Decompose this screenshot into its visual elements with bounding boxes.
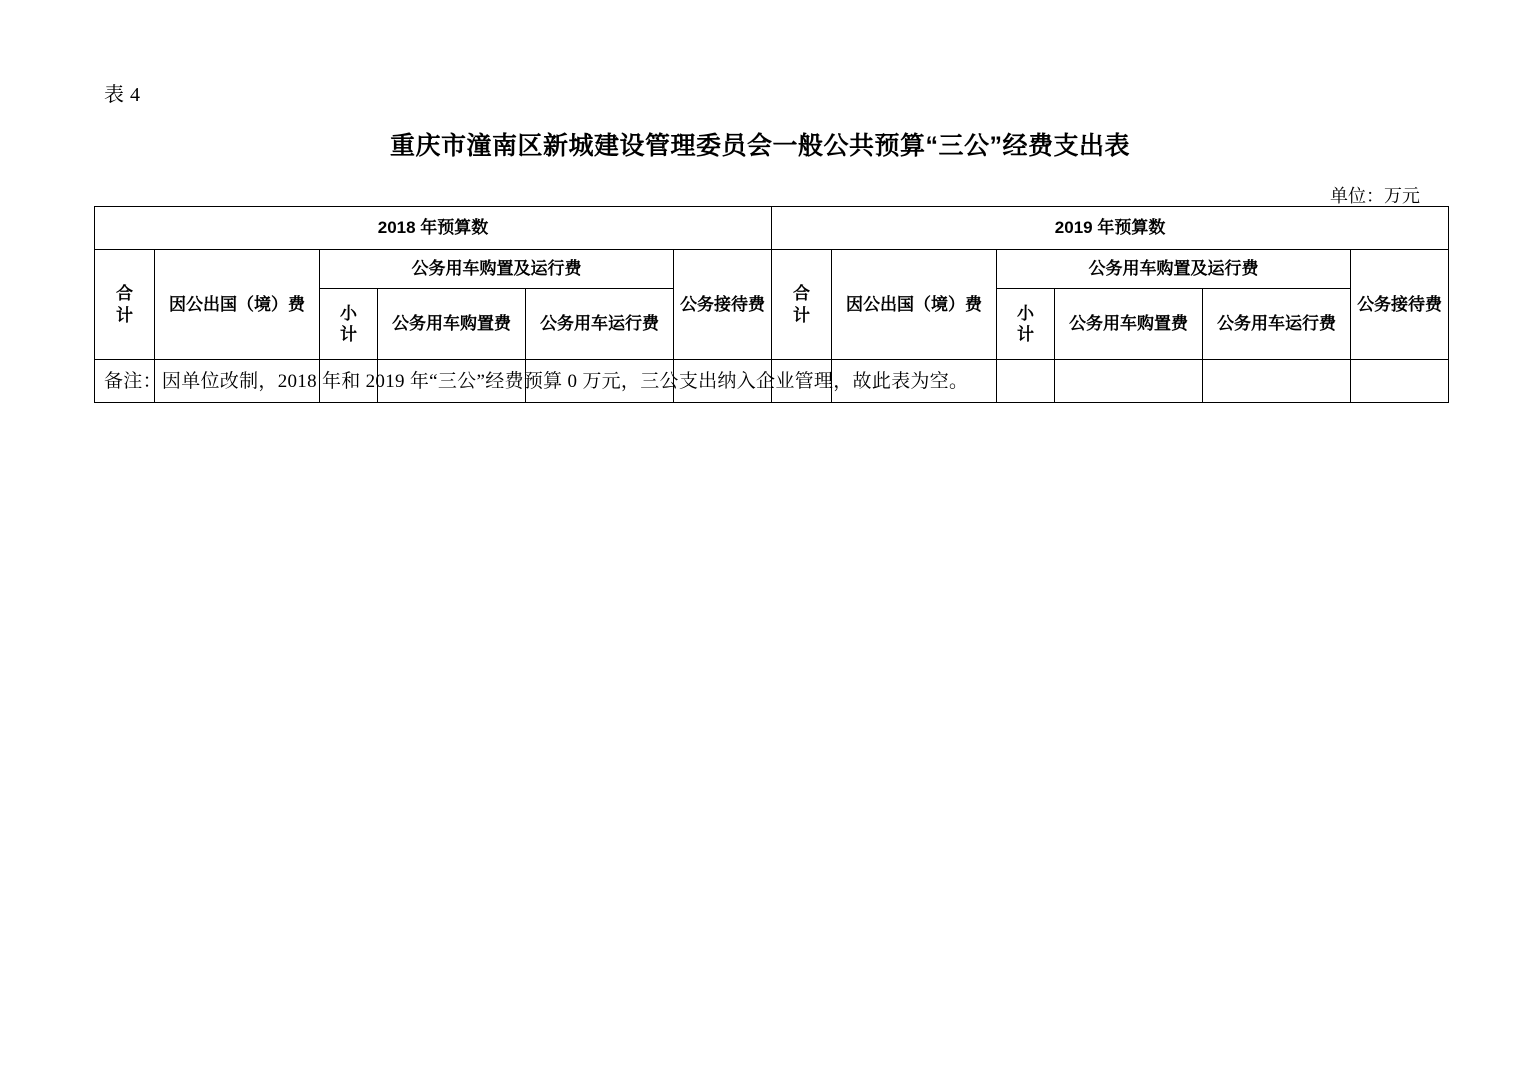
col-header-total-2019: 合 计 <box>772 250 832 360</box>
table-row-group-headers <box>95 250 1449 289</box>
cell-vehicle-operation-2019 <box>1203 360 1351 403</box>
col-header-abroad-2019: 因公出国（境）费 <box>832 250 997 360</box>
col-header-vehicle-operation-2018: 公务用车运行费 <box>526 289 674 360</box>
col-header-vehicle-operation-2019: 公务用车运行费 <box>1203 289 1351 360</box>
unit-label: 单位：万元 <box>1330 186 1420 206</box>
col-header-vehicle-purchase-2018: 公务用车购置费 <box>378 289 526 360</box>
cell-subtotal-2019 <box>997 360 1055 403</box>
cell-vehicle-purchase-2019 <box>1055 360 1203 403</box>
year-header-2018: 2018 年预算数 <box>95 207 772 250</box>
table-row-year-headers <box>95 207 1449 250</box>
col-header-reception-2019: 公务接待费 <box>1351 250 1449 360</box>
year-header-2019: 2019 年预算数 <box>772 207 1449 250</box>
col-header-vehicle-group-2018: 公务用车购置及运行费 <box>320 250 674 289</box>
table-note: 备注：因单位改制，2018 年和 2019 年“三公”经费预算 0 万元，三公支出纳入企业管理，故此表为空。 <box>104 371 969 392</box>
col-header-subtotal-2019: 小 计 <box>997 289 1055 360</box>
cell-reception-2019 <box>1351 360 1449 403</box>
col-header-abroad-2018: 因公出国（境）费 <box>155 250 320 360</box>
page-title: 重庆市潼南区新城建设管理委员会一般公共预算“三公”经费支出表 <box>389 132 1130 160</box>
col-header-vehicle-group-2019: 公务用车购置及运行费 <box>997 250 1351 289</box>
sheet-label: 表 4 <box>104 84 141 106</box>
col-header-subtotal-2018: 小 计 <box>320 289 378 360</box>
col-header-total-2018: 合 计 <box>95 250 155 360</box>
col-header-vehicle-purchase-2019: 公务用车购置费 <box>1055 289 1203 360</box>
col-header-reception-2018: 公务接待费 <box>674 250 772 360</box>
